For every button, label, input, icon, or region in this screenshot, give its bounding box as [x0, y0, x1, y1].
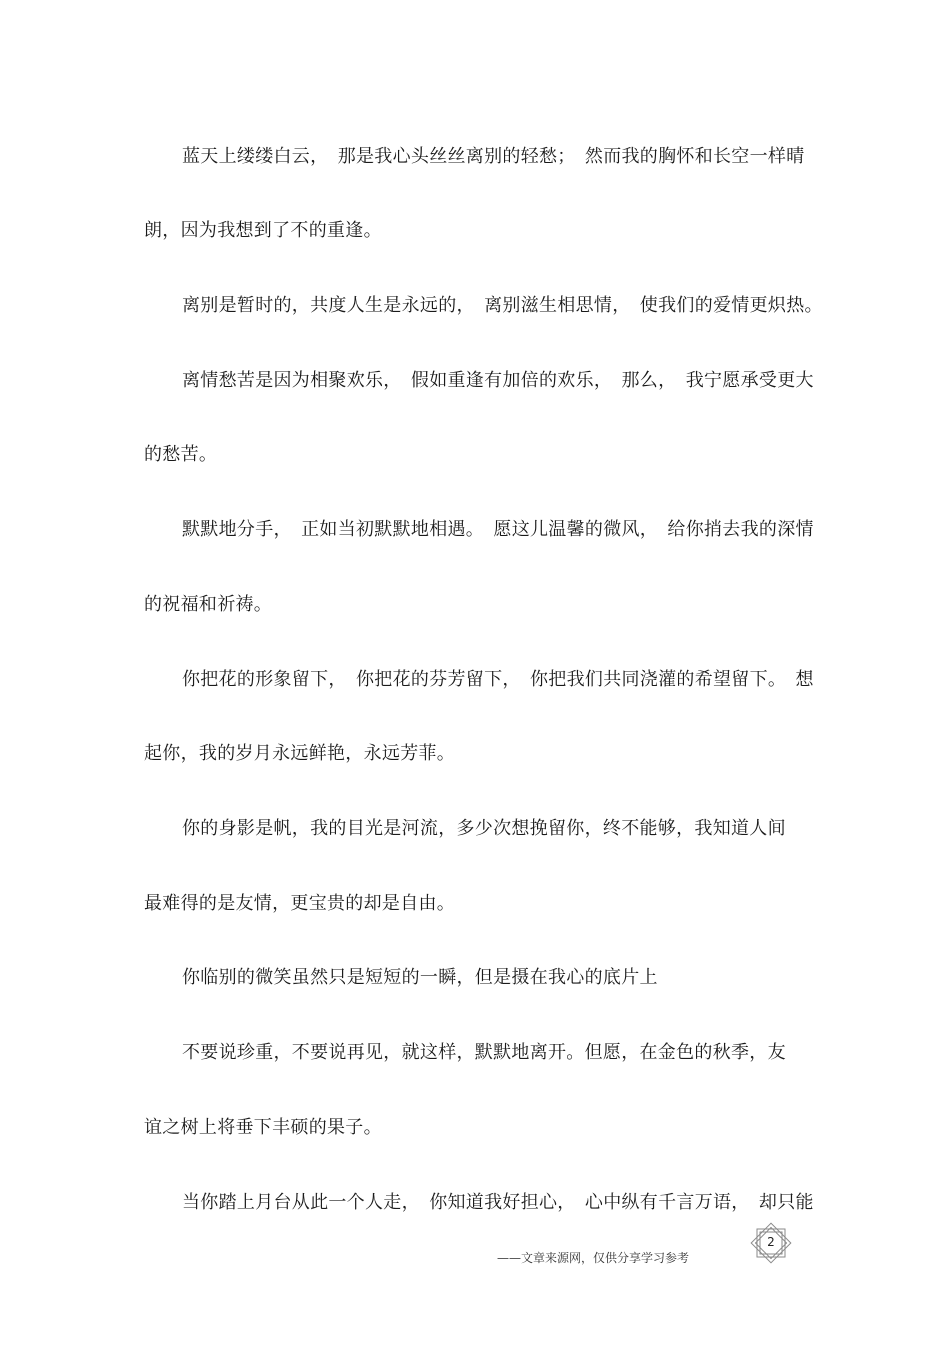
page-number-badge [748, 1220, 794, 1266]
paragraph-line: 不要说珍重，不要说再见，就这样，默默地离开。但愿，在金色的秋季，友 [182, 1042, 786, 1063]
paragraph-line: 当你踏上月台从此一个人走， 你知道我好担心， 心中纵有千言万语， 却只能 [182, 1192, 814, 1213]
paragraph-line: 的祝福和祈祷。 [144, 594, 273, 615]
paragraph-line: 的愁苦。 [144, 444, 218, 465]
paragraph-line: 离情愁苦是因为相聚欢乐， 假如重逢有加倍的欢乐， 那么， 我宁愿承受更大 [182, 370, 814, 391]
paragraph-line: 最难得的是友情，更宝贵的却是自由。 [144, 893, 456, 914]
paragraph-line: 默默地分手， 正如当初默默地相遇。 愿这儿温馨的微风， 给你捎去我的深情 [182, 519, 814, 540]
paragraph-line: 你的身影是帆，我的目光是河流，多少次想挽留你，终不能够，我知道人间 [182, 818, 786, 839]
paragraph-line: 谊之树上将垂下丰硕的果子。 [144, 1117, 382, 1138]
paragraph-line: 起你，我的岁月永远鲜艳，永远芳菲。 [144, 743, 456, 764]
paragraph-line: 你临别的微笑虽然只是短短的一瞬，但是摄在我心的底片上 [182, 967, 658, 988]
paragraph-line: 你把花的形象留下， 你把花的芬芳留下， 你把我们共同浇灌的希望留下。 想 [182, 669, 814, 690]
paragraph-line: 离别是暂时的，共度人生是永远的， 离别滋生相思情， 使我们的爱情更炽热。 [182, 295, 823, 316]
paragraph-line: 蓝天上缕缕白云， 那是我心头丝丝离别的轻愁； 然而我的胸怀和长空一样晴 [182, 146, 805, 167]
paragraph-line: 朗，因为我想到了不的重逢。 [144, 220, 382, 241]
footer-source-note: ——文章来源网，仅供分享学习参考 [497, 1251, 690, 1265]
page-number: 2 [767, 1235, 775, 1249]
